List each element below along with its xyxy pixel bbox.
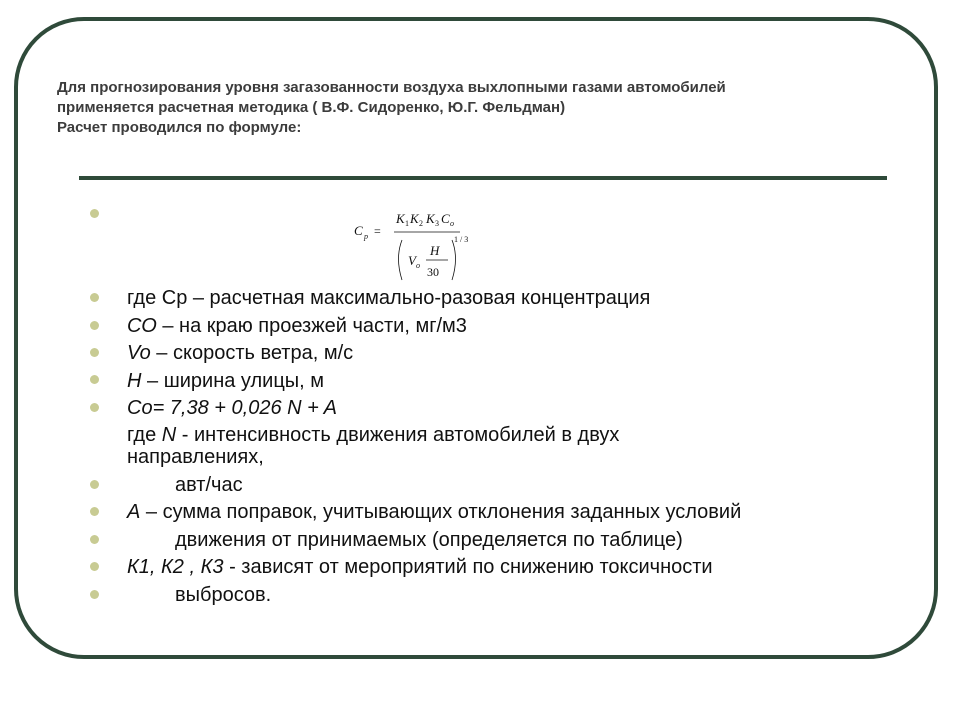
list-item <box>127 397 337 420</box>
formula-num-c: C <box>441 211 450 226</box>
co-var: СО <box>127 315 157 337</box>
formula-num-1: 1 <box>405 219 409 228</box>
formula-right-paren <box>452 240 456 280</box>
bullet-dot <box>90 321 99 330</box>
cp-var: где Ср <box>127 287 188 309</box>
concentration-formula <box>350 208 490 288</box>
formula-num-o: o <box>450 219 454 228</box>
formula-num-k1: K <box>396 211 405 226</box>
co-formula: Со= 7,38 + 0,026 N + A <box>127 397 337 419</box>
k-text: - зависят от мероприятий по снижению токсичности <box>223 556 713 578</box>
vo-var: Vo <box>127 342 151 364</box>
k-var: К1, К2 , К3 <box>127 556 224 578</box>
vo-text: – скорость ветра, м/с <box>150 342 354 364</box>
co-text: – на краю проезжей части, мг/м3 <box>156 315 467 337</box>
formula-lhs-sub: p <box>364 232 368 241</box>
list-item <box>127 342 353 365</box>
list-item <box>127 287 650 310</box>
formula-den-30: 30 <box>427 265 439 279</box>
title-line-2: применяется расчетная методика ( В.Ф. Сидоренко, Ю.Г. Фельдман) <box>57 99 566 116</box>
avt-chas: авт/час <box>175 474 243 496</box>
list-item <box>127 501 741 524</box>
formula-num-k2: K <box>410 211 419 226</box>
slide-title <box>57 78 907 138</box>
formula-num-k3: K <box>426 211 435 226</box>
a-text-2: движения от принимаемых (определяется по таблице) <box>175 529 683 551</box>
n-text: - интенсивность движения автомобилей в двух <box>176 424 620 446</box>
list-item <box>175 584 271 607</box>
k-text-2: выбросов. <box>175 584 272 606</box>
formula-left-paren <box>399 240 403 280</box>
n-var: N <box>161 424 177 446</box>
bullet-dot <box>90 535 99 544</box>
bullet-dot <box>90 375 99 384</box>
list-item <box>175 474 243 497</box>
a-text: – сумма поправок, учитывающих отклонения заданных условий <box>140 501 742 523</box>
formula-den-v-sub: o <box>416 261 420 270</box>
bullet-dot <box>90 480 99 489</box>
bullet-dot <box>90 562 99 571</box>
cp-text: – расчетная максимально-разовая концентрация <box>187 287 651 309</box>
formula-den-v: V <box>408 253 416 268</box>
bullet-dot <box>90 507 99 516</box>
formula-equals: = <box>374 224 381 238</box>
list-item <box>175 529 683 552</box>
h-var: H <box>127 370 142 392</box>
formula-lhs: C <box>354 223 363 238</box>
list-item <box>127 556 713 579</box>
title-line-1: Для прогнозирования уровня загазованности воздуха выхлопными газами автомобилей <box>57 79 726 96</box>
title-line-3: Расчет проводился по формуле: <box>57 119 302 136</box>
bullet-dot <box>90 209 99 218</box>
formula-num-3: 3 <box>435 219 439 228</box>
list-item <box>127 370 324 393</box>
bullet-dot <box>90 403 99 412</box>
bullet-dot <box>90 293 99 302</box>
a-var: А <box>127 501 141 523</box>
n-prefix: где <box>127 424 162 446</box>
n-text-2: направлениях, <box>127 446 264 468</box>
formula-den-h: H <box>430 243 440 258</box>
formula-num-2: 2 <box>419 219 423 228</box>
title-divider <box>79 176 887 180</box>
bullet-dot <box>90 348 99 357</box>
h-text: – ширина улицы, м <box>141 370 325 392</box>
formula-exponent: 1 / 3 <box>454 235 469 244</box>
list-item <box>127 315 467 338</box>
list-item-continuation <box>127 424 619 468</box>
bullet-dot <box>90 590 99 599</box>
